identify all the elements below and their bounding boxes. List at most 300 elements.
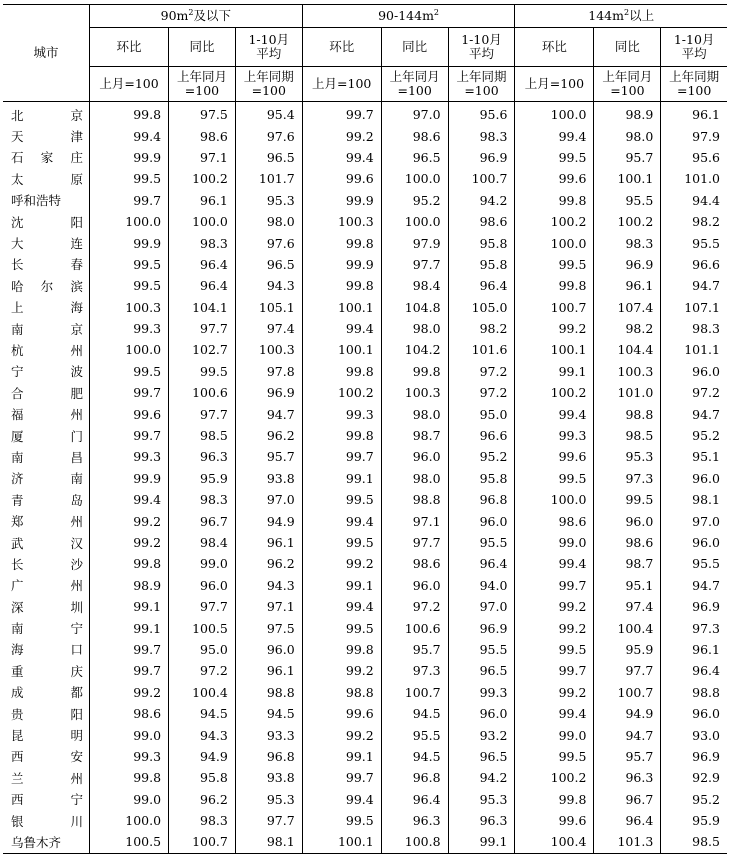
- value-cell: 95.0: [169, 639, 236, 660]
- value-cell: 99.7: [90, 660, 169, 681]
- value-cell: 96.9: [661, 596, 727, 617]
- value-cell: 94.7: [235, 403, 302, 424]
- value-cell: 99.5: [90, 361, 169, 382]
- value-cell: 98.8: [235, 682, 302, 703]
- city-name-char: 杭: [11, 342, 24, 358]
- city-name-char: 重: [11, 663, 24, 679]
- city-name-char: 安: [70, 749, 83, 765]
- value-cell: 98.8: [594, 403, 661, 424]
- city-name-char: 西: [11, 792, 24, 808]
- value-cell: 100.0: [90, 211, 169, 232]
- table-body: [3, 102, 727, 854]
- value-cell: 96.5: [448, 746, 515, 767]
- value-cell: 99.4: [302, 147, 381, 168]
- value-cell: 100.1: [302, 339, 381, 360]
- city-name: [11, 491, 83, 509]
- value-cell: 100.2: [515, 211, 594, 232]
- value-cell: 98.6: [594, 532, 661, 553]
- value-cell: 94.3: [169, 724, 236, 745]
- value-cell: 104.4: [594, 339, 661, 360]
- value-cell: 100.3: [302, 211, 381, 232]
- base-label: 上月=100: [312, 76, 372, 91]
- city-cell: [3, 446, 90, 467]
- city-name-char: 海: [11, 642, 24, 658]
- value-cell: 98.7: [594, 553, 661, 574]
- value-cell: 100.7: [381, 682, 448, 703]
- value-cell: 99.1: [90, 596, 169, 617]
- value-cell: 100.3: [90, 297, 169, 318]
- city-name-char: 北: [11, 107, 24, 123]
- city-name-char: 合: [11, 385, 24, 401]
- value-cell: 100.5: [169, 617, 236, 638]
- city-name: [11, 341, 83, 359]
- base-label: 上年同月: [176, 69, 227, 84]
- value-cell: 94.3: [235, 575, 302, 596]
- value-cell: 96.0: [594, 510, 661, 531]
- value-cell: 96.5: [235, 147, 302, 168]
- value-cell: 100.4: [169, 682, 236, 703]
- value-cell: 96.0: [448, 510, 515, 531]
- value-cell: 94.3: [235, 275, 302, 296]
- group-header-medium: [302, 5, 515, 28]
- value-cell: 99.5: [515, 746, 594, 767]
- base-header: [515, 67, 594, 102]
- city-name: [11, 170, 83, 188]
- value-cell: 100.6: [169, 382, 236, 403]
- value-cell: 98.3: [169, 810, 236, 831]
- city-name: [11, 213, 83, 231]
- city-cell: [3, 639, 90, 660]
- table-row: [3, 168, 727, 189]
- value-cell: 98.3: [448, 125, 515, 146]
- city-name-char: 州: [70, 342, 83, 358]
- value-cell: 97.2: [381, 596, 448, 617]
- group-header-large-suffix: 以上: [629, 8, 655, 23]
- value-cell: 98.1: [661, 489, 727, 510]
- value-cell: 98.8: [661, 682, 727, 703]
- city-name: [11, 683, 83, 701]
- value-cell: 95.7: [594, 147, 661, 168]
- value-cell: 93.8: [235, 468, 302, 489]
- city-cell: [3, 232, 90, 253]
- city-name-char: 成: [11, 685, 24, 701]
- subcolumn-label: 环比: [329, 39, 355, 54]
- value-cell: 99.5: [90, 254, 169, 275]
- value-cell: 99.9: [302, 254, 381, 275]
- table-row: [3, 147, 727, 168]
- table-row: [3, 403, 727, 424]
- value-cell: 98.0: [235, 211, 302, 232]
- city-name-char: 都: [70, 685, 83, 701]
- value-cell: 99.4: [302, 318, 381, 339]
- value-cell: 95.8: [448, 254, 515, 275]
- value-cell: 97.6: [235, 232, 302, 253]
- value-cell: 98.0: [381, 318, 448, 339]
- subcolumn-header: [302, 28, 381, 67]
- city-name-char: 沙: [70, 556, 83, 572]
- subcolumn-header: [235, 28, 302, 67]
- value-cell: 99.5: [594, 489, 661, 510]
- value-cell: 96.7: [169, 510, 236, 531]
- city-name-char: 州: [70, 770, 83, 786]
- value-cell: 96.0: [661, 468, 727, 489]
- table-header: [3, 5, 727, 102]
- value-cell: 107.4: [594, 297, 661, 318]
- value-cell: 97.5: [169, 102, 236, 126]
- value-cell: 98.6: [169, 125, 236, 146]
- group-header-large: [515, 5, 727, 28]
- value-cell: 98.9: [90, 575, 169, 596]
- value-cell: 95.6: [448, 102, 515, 126]
- value-cell: 95.5: [381, 724, 448, 745]
- table-row: [3, 489, 727, 510]
- value-cell: 99.2: [90, 510, 169, 531]
- value-cell: 97.7: [235, 810, 302, 831]
- value-cell: 96.9: [661, 746, 727, 767]
- base-header: [302, 67, 381, 102]
- value-cell: 97.3: [661, 617, 727, 638]
- value-cell: 99.0: [90, 789, 169, 810]
- value-cell: 94.5: [169, 703, 236, 724]
- value-cell: 99.8: [302, 425, 381, 446]
- value-cell: 96.6: [448, 425, 515, 446]
- value-cell: 99.6: [515, 446, 594, 467]
- value-cell: 97.2: [661, 382, 727, 403]
- value-cell: 96.1: [235, 660, 302, 681]
- table-row: [3, 682, 727, 703]
- table-row: [3, 382, 727, 403]
- value-cell: 99.4: [302, 789, 381, 810]
- city-cell: [3, 617, 90, 638]
- value-cell: 96.3: [381, 810, 448, 831]
- value-cell: 99.2: [515, 318, 594, 339]
- value-cell: 95.1: [661, 446, 727, 467]
- city-name: [11, 384, 83, 402]
- city-name-char: 肥: [70, 385, 83, 401]
- value-cell: 94.9: [235, 510, 302, 531]
- value-cell: 96.4: [381, 789, 448, 810]
- header-row-subcolumns: [3, 28, 727, 67]
- city-name: [11, 662, 83, 680]
- value-cell: 98.1: [235, 831, 302, 853]
- city-cell: [3, 339, 90, 360]
- value-cell: 99.7: [90, 639, 169, 660]
- value-cell: 100.4: [594, 617, 661, 638]
- value-cell: 97.7: [169, 403, 236, 424]
- table-row: [3, 446, 727, 467]
- value-cell: 98.0: [381, 468, 448, 489]
- value-cell: 94.5: [381, 703, 448, 724]
- city-name: [11, 619, 83, 637]
- value-cell: 98.2: [594, 318, 661, 339]
- value-cell: 105.0: [448, 297, 515, 318]
- table-row: [3, 102, 727, 126]
- value-cell: 99.0: [169, 553, 236, 574]
- city-cell: [3, 425, 90, 446]
- value-cell: 95.0: [448, 403, 515, 424]
- value-cell: 95.1: [594, 575, 661, 596]
- city-cell: [3, 382, 90, 403]
- city-name: [11, 298, 83, 316]
- value-cell: 104.2: [381, 339, 448, 360]
- value-cell: 101.0: [661, 168, 727, 189]
- city-name-char: 大: [11, 236, 24, 252]
- value-cell: 100.1: [515, 339, 594, 360]
- city-name: [11, 148, 83, 166]
- value-cell: 100.2: [169, 168, 236, 189]
- subcolumn-header: [515, 28, 594, 67]
- value-cell: 99.3: [90, 318, 169, 339]
- value-cell: 100.0: [515, 102, 594, 126]
- city-cell: [3, 682, 90, 703]
- city-cell: [3, 361, 90, 382]
- value-cell: 97.8: [235, 361, 302, 382]
- value-cell: 99.5: [302, 489, 381, 510]
- table-row: [3, 660, 727, 681]
- value-cell: 99.4: [302, 510, 381, 531]
- value-cell: 96.8: [235, 746, 302, 767]
- base-label-line2: =100: [610, 83, 645, 98]
- city-cell: [3, 575, 90, 596]
- value-cell: 99.7: [515, 575, 594, 596]
- value-cell: 102.7: [169, 339, 236, 360]
- value-cell: 100.7: [448, 168, 515, 189]
- city-name-char: 福: [11, 407, 24, 423]
- value-cell: 98.6: [448, 211, 515, 232]
- value-cell: 96.0: [381, 575, 448, 596]
- city-name-char: 原: [70, 171, 83, 187]
- city-name-char: 南: [70, 471, 83, 487]
- city-name: [11, 469, 83, 487]
- city-cell: [3, 318, 90, 339]
- value-cell: 99.8: [90, 553, 169, 574]
- city-cell: [3, 703, 90, 724]
- value-cell: 96.0: [661, 361, 727, 382]
- value-cell: 96.1: [594, 275, 661, 296]
- base-label-line2: =100: [184, 83, 220, 98]
- value-cell: 99.8: [90, 767, 169, 788]
- city-name-char: 昌: [70, 449, 83, 465]
- value-cell: 96.5: [235, 254, 302, 275]
- value-cell: 99.4: [302, 596, 381, 617]
- city-cell: [3, 102, 90, 126]
- header-row-groups: [3, 5, 727, 28]
- base-header: [381, 67, 448, 102]
- value-cell: 94.4: [661, 190, 727, 211]
- subcolumn-header: [448, 28, 515, 67]
- table-row: [3, 724, 727, 745]
- city-name-char: 长: [11, 556, 24, 572]
- value-cell: 95.9: [594, 639, 661, 660]
- value-cell: 98.7: [381, 425, 448, 446]
- value-cell: 99.2: [515, 682, 594, 703]
- value-cell: 96.1: [661, 639, 727, 660]
- value-cell: 97.0: [661, 510, 727, 531]
- city-name-char: 阳: [70, 214, 83, 230]
- city-name: 乌鲁木齐: [11, 834, 62, 850]
- value-cell: 97.1: [381, 510, 448, 531]
- value-cell: 99.3: [302, 403, 381, 424]
- value-cell: 98.8: [381, 489, 448, 510]
- table-row: [3, 767, 727, 788]
- city-name-char: 门: [70, 428, 83, 444]
- value-cell: 101.6: [448, 339, 515, 360]
- value-cell: 93.8: [235, 767, 302, 788]
- value-cell: 99.6: [515, 168, 594, 189]
- table-row: [3, 190, 727, 211]
- value-cell: 101.1: [661, 339, 727, 360]
- city-name: [11, 534, 83, 552]
- value-cell: 96.0: [169, 575, 236, 596]
- value-cell: 94.7: [661, 575, 727, 596]
- city-name-char: 天: [11, 129, 24, 145]
- group-header-large-area: 144m: [588, 8, 624, 23]
- value-cell: 94.2: [448, 190, 515, 211]
- city-name-char: 海: [70, 300, 83, 316]
- value-cell: 93.2: [448, 724, 515, 745]
- value-cell: 96.0: [235, 639, 302, 660]
- table-row: [3, 275, 727, 296]
- city-name-char: 宁: [70, 792, 83, 808]
- value-cell: 100.1: [302, 831, 381, 853]
- value-cell: 96.0: [448, 703, 515, 724]
- value-cell: 98.4: [381, 275, 448, 296]
- city-name-char: 州: [70, 514, 83, 530]
- value-cell: 96.2: [235, 553, 302, 574]
- city-name-char: 川: [70, 813, 83, 829]
- value-cell: 93.3: [235, 724, 302, 745]
- city-name: [11, 234, 83, 252]
- city-name-char: 滨: [70, 278, 83, 294]
- value-cell: 96.3: [594, 767, 661, 788]
- value-cell: 95.5: [661, 232, 727, 253]
- value-cell: 96.9: [594, 254, 661, 275]
- table-row: [3, 361, 727, 382]
- value-cell: 99.4: [515, 125, 594, 146]
- city-name-char: 兰: [11, 770, 24, 786]
- city-name-char: 石: [11, 150, 24, 166]
- value-cell: 99.5: [302, 532, 381, 553]
- group-header-small-sup: 2: [188, 7, 194, 17]
- value-cell: 99.8: [515, 275, 594, 296]
- city-name: [11, 277, 83, 295]
- value-cell: 98.2: [448, 318, 515, 339]
- value-cell: 107.1: [661, 297, 727, 318]
- base-label: 上年同月: [602, 69, 653, 84]
- value-cell: 94.2: [448, 767, 515, 788]
- city-name-char: 庄: [70, 150, 83, 166]
- value-cell: 96.4: [448, 553, 515, 574]
- group-header-small-area: 90m: [160, 8, 189, 23]
- city-cell: [3, 125, 90, 146]
- value-cell: 97.7: [169, 318, 236, 339]
- base-label: 上月=100: [524, 76, 585, 91]
- value-cell: 95.2: [661, 425, 727, 446]
- value-cell: 96.7: [594, 789, 661, 810]
- value-cell: 99.3: [90, 446, 169, 467]
- value-cell: 100.2: [302, 382, 381, 403]
- value-cell: 95.3: [448, 789, 515, 810]
- value-cell: 99.9: [90, 147, 169, 168]
- city-name-char: 口: [70, 642, 83, 658]
- city-name: [11, 362, 83, 380]
- value-cell: 97.0: [448, 596, 515, 617]
- value-cell: 97.6: [235, 125, 302, 146]
- value-cell: 97.4: [594, 596, 661, 617]
- subcolumn-header: [661, 28, 727, 67]
- city-cell: [3, 211, 90, 232]
- base-header: [169, 67, 236, 102]
- city-name-char: 汉: [70, 535, 83, 551]
- value-cell: 96.4: [594, 810, 661, 831]
- value-cell: 97.9: [661, 125, 727, 146]
- subcolumn-label: 环比: [116, 39, 142, 54]
- city-cell: [3, 532, 90, 553]
- value-cell: 98.6: [381, 125, 448, 146]
- value-cell: 99.3: [515, 425, 594, 446]
- value-cell: 95.7: [381, 639, 448, 660]
- value-cell: 95.5: [594, 190, 661, 211]
- base-header: [235, 67, 302, 102]
- value-cell: 100.2: [515, 767, 594, 788]
- value-cell: 100.1: [302, 297, 381, 318]
- value-cell: 99.7: [90, 382, 169, 403]
- value-cell: 99.6: [302, 168, 381, 189]
- city-name-char: 银: [11, 813, 24, 829]
- city-name-char: 家: [40, 150, 54, 166]
- value-cell: 100.3: [594, 361, 661, 382]
- value-cell: 96.5: [381, 147, 448, 168]
- value-cell: 101.0: [594, 382, 661, 403]
- value-cell: 94.5: [235, 703, 302, 724]
- value-cell: 93.0: [661, 724, 727, 745]
- value-cell: 96.8: [381, 767, 448, 788]
- value-cell: 97.0: [381, 102, 448, 126]
- value-cell: 99.7: [515, 660, 594, 681]
- base-label: 上年同期: [243, 69, 294, 84]
- city-name-char: 青: [11, 492, 24, 508]
- value-cell: 99.0: [90, 724, 169, 745]
- value-cell: 95.8: [448, 232, 515, 253]
- city-name-char: 明: [70, 728, 83, 744]
- value-cell: 95.7: [235, 446, 302, 467]
- subcolumn-label: 1-10月: [461, 32, 502, 47]
- value-cell: 100.2: [515, 382, 594, 403]
- subcolumn-header: [381, 28, 448, 67]
- table-row: [3, 553, 727, 574]
- value-cell: 94.0: [448, 575, 515, 596]
- subcolumn-label: 同比: [189, 39, 215, 54]
- table-row: [3, 510, 727, 531]
- city-name: [11, 127, 83, 145]
- value-cell: 98.2: [661, 211, 727, 232]
- table-row: [3, 211, 727, 232]
- city-name-char: 州: [70, 578, 83, 594]
- value-cell: 96.6: [661, 254, 727, 275]
- value-cell: 99.1: [515, 361, 594, 382]
- city-name-char: 岛: [70, 492, 83, 508]
- city-name: [11, 555, 83, 573]
- value-cell: 98.4: [169, 532, 236, 553]
- table-row: [3, 254, 727, 275]
- value-cell: 99.7: [302, 767, 381, 788]
- value-cell: 97.5: [235, 617, 302, 638]
- table-row: [3, 789, 727, 810]
- value-cell: 100.0: [515, 489, 594, 510]
- value-cell: 97.7: [381, 254, 448, 275]
- value-cell: 95.4: [235, 102, 302, 126]
- city-name-char: 南: [11, 621, 24, 637]
